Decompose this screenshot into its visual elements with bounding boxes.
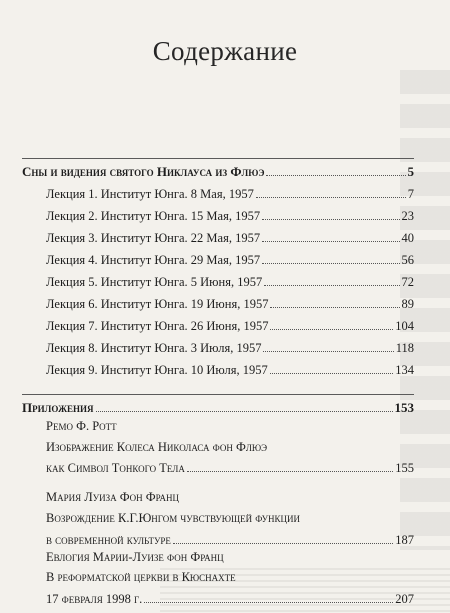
toc-lecture-row (46, 336, 414, 356)
toc-appendix-row (46, 528, 414, 548)
section-title: Сны и видения святого Никлауса из Флюэ (22, 164, 265, 179)
toc-section-row (22, 396, 414, 416)
dot-leader (256, 197, 406, 198)
dot-leader (270, 307, 399, 308)
dot-leader (264, 285, 399, 286)
lecture-label: Лекция 8. Институт Юнга. 3 Июля, 1957 (46, 341, 262, 355)
dot-leader (96, 411, 393, 412)
page-number: 118 (395, 341, 414, 355)
toc-lecture-row (46, 204, 414, 224)
dot-leader (266, 175, 405, 176)
toc-lecture-row (46, 292, 414, 312)
page-number: 56 (401, 253, 414, 267)
lecture-label: Лекция 7. Институт Юнга. 26 Июня, 1957 (46, 319, 269, 333)
appendix-title-line: как Символ Тонкого Тела (46, 461, 185, 475)
dot-leader (262, 263, 399, 264)
page-number: 72 (401, 275, 414, 289)
toc-section-row (22, 160, 414, 180)
page-number: 40 (401, 231, 414, 245)
appendix-author: Ремо Ф. Ротт (46, 419, 117, 433)
dot-leader (173, 543, 393, 544)
page-number: 23 (401, 209, 414, 223)
appendix-author: Евлогия Марии-Луизе фон Франц (46, 550, 224, 564)
toc-lecture-row (46, 358, 414, 378)
page-number: 207 (395, 592, 414, 606)
page-number: 7 (407, 187, 414, 201)
lecture-label: Лекция 4. Институт Юнга. 29 Мая, 1957 (46, 253, 261, 267)
toc-lecture-row (46, 314, 414, 334)
page-number: 5 (407, 164, 414, 179)
dot-leader (144, 602, 393, 603)
dot-leader (263, 351, 393, 352)
lecture-label: Лекция 3. Институт Юнга. 22 Мая, 1957 (46, 231, 261, 245)
page-number: 155 (395, 461, 414, 475)
section-divider (22, 158, 414, 159)
toc-lecture-row (46, 248, 414, 268)
section-title: Приложения (22, 400, 94, 415)
appendix-title-line: 17 февраля 1998 г. (46, 592, 143, 606)
page-number: 153 (394, 400, 414, 415)
dot-leader (262, 219, 399, 220)
appendix-title-line: Возрождение К.Г.Юнгом чувствующей функции (46, 511, 301, 525)
appendix-title-line: В реформатской церкви в Кюснахте (46, 570, 236, 584)
toc-lecture-row (46, 226, 414, 246)
page-title: Содержание (152, 36, 298, 66)
page-number: 187 (395, 533, 414, 547)
section-divider (22, 394, 414, 395)
dot-leader (270, 329, 393, 330)
toc-appendix-row (46, 456, 414, 476)
appendix-author: Мария Луиза Фон Франц (46, 490, 179, 504)
page-number: 89 (401, 297, 414, 311)
page-number: 104 (395, 319, 414, 333)
page-number: 134 (395, 363, 414, 377)
dot-leader (262, 241, 399, 242)
lecture-label: Лекция 6. Институт Юнга. 19 Июня, 1957 (46, 297, 269, 311)
toc-lecture-row (46, 270, 414, 290)
appendix-title-line: в современной культуре (46, 533, 171, 547)
lecture-label: Лекция 9. Институт Юнга. 10 Июля, 1957 (46, 363, 268, 377)
dot-leader (187, 471, 393, 472)
lecture-label: Лекция 2. Институт Юнга. 15 Мая, 1957 (46, 209, 261, 223)
lecture-label: Лекция 5. Институт Юнга. 5 Июня, 1957 (46, 275, 263, 289)
toc-appendix-row (46, 587, 414, 607)
lecture-label: Лекция 1. Институт Юнга. 8 Мая, 1957 (46, 187, 254, 201)
appendix-title-line: Изображение Колеса Николаса фон Флюэ (46, 440, 268, 454)
dot-leader (270, 373, 394, 374)
toc-lecture-row (46, 182, 414, 202)
